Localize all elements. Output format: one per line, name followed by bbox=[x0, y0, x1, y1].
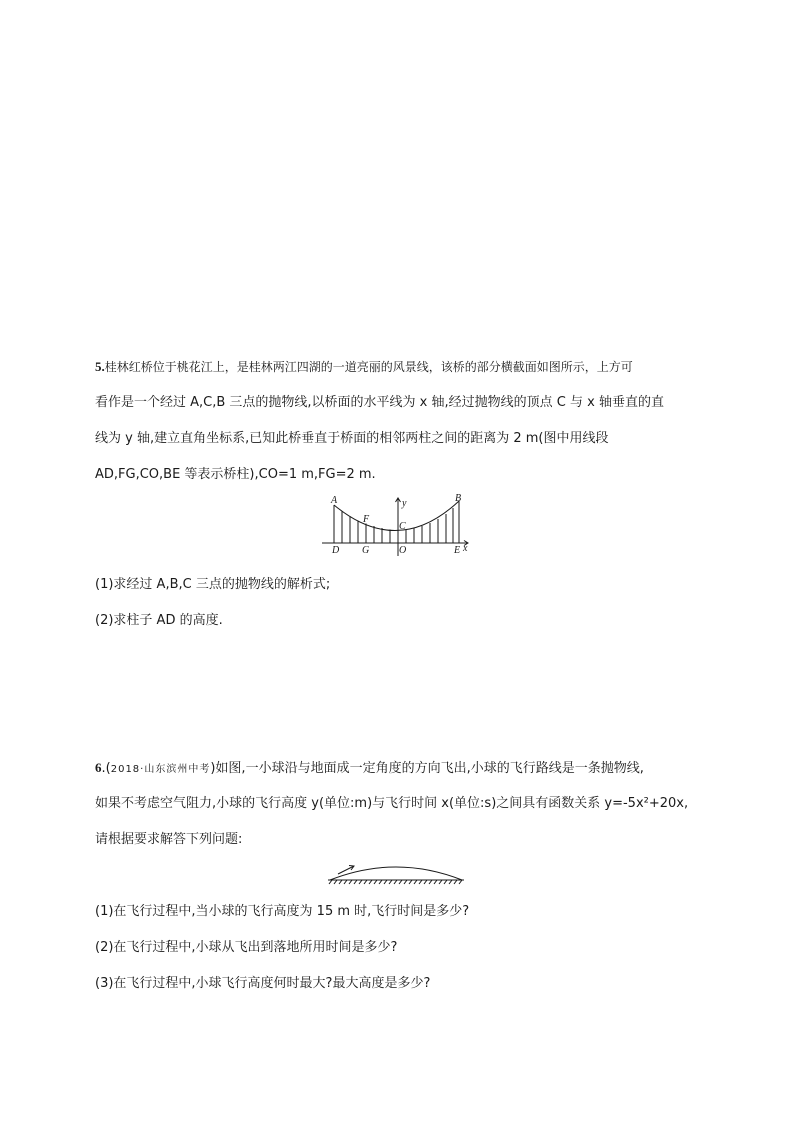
q5-line-4: AD,FG,CO,BE 等表示桥柱),CO=1 m,FG=2 m. bbox=[95, 467, 376, 482]
q6-line-1-rest: )如图,一小球沿与地面成一定角度的方向飞出,小球的飞行路线是一条抛物线, bbox=[210, 761, 644, 776]
label-o: O bbox=[399, 545, 407, 556]
q6-ball-trajectory-figure bbox=[326, 860, 468, 886]
label-d: D bbox=[332, 545, 340, 556]
q5-line-2: 看作是一个经过 A,C,B 三点的抛物线,以桥面的水平线为 x 轴,经过抛物线的顶点 C 与 x 轴垂直的直 bbox=[95, 395, 664, 410]
q6-sub-1: (1)在飞行过程中,当小球的飞行高度为 15 m 时,飞行时间是多少? bbox=[95, 904, 470, 919]
q6-line-1 bbox=[95, 759, 644, 779]
label-x: x bbox=[463, 543, 468, 554]
trajectory-arc bbox=[330, 867, 462, 880]
label-y: y bbox=[402, 498, 407, 509]
q6-line-2: 如果不考虑空气阻力,小球的飞行高度 y(单位:m)与飞行时间 x(单位:s)之间具有函数关系 y=-5x²+20x, bbox=[95, 796, 689, 811]
q6-source: 2018·山东滨州中考 bbox=[110, 764, 211, 775]
q5-line-3: 线为 y 轴,建立直角坐标系,已知此桥垂直于桥面的相邻两柱之间的距离为 2 m(图中用线段 bbox=[95, 431, 609, 446]
q6-sub-3: (3)在飞行过程中,小球飞行高度何时最大?最大高度是多少? bbox=[95, 976, 431, 991]
q5-bridge-figure bbox=[320, 492, 480, 558]
label-a: A bbox=[331, 495, 338, 506]
q5-line-1-text: 桂林红桥位于桃花江上，是桂林两江四湖的一道亮丽的风景线，该桥的部分横截面如图所示，上方可 bbox=[104, 360, 633, 374]
q5-line-1 bbox=[95, 358, 633, 377]
label-c: C bbox=[399, 521, 406, 532]
label-b: B bbox=[455, 493, 462, 504]
label-e: E bbox=[454, 545, 461, 556]
q6-prefix: .( bbox=[101, 761, 111, 776]
q6-number: 6 bbox=[95, 760, 102, 775]
q5-number: 5. bbox=[95, 359, 105, 374]
q5-sub-1: (1)求经过 A,B,C 三点的抛物线的解析式; bbox=[95, 577, 331, 592]
q6-line-3: 请根据要求解答下列问题: bbox=[95, 832, 243, 847]
label-f: F bbox=[363, 514, 370, 525]
label-g: G bbox=[362, 545, 370, 556]
parabola-arch bbox=[334, 501, 459, 531]
q5-sub-2: (2)求柱子 AD 的高度. bbox=[95, 613, 223, 628]
q6-sub-2: (2)在飞行过程中,小球从飞出到落地所用时间是多少? bbox=[95, 940, 398, 955]
